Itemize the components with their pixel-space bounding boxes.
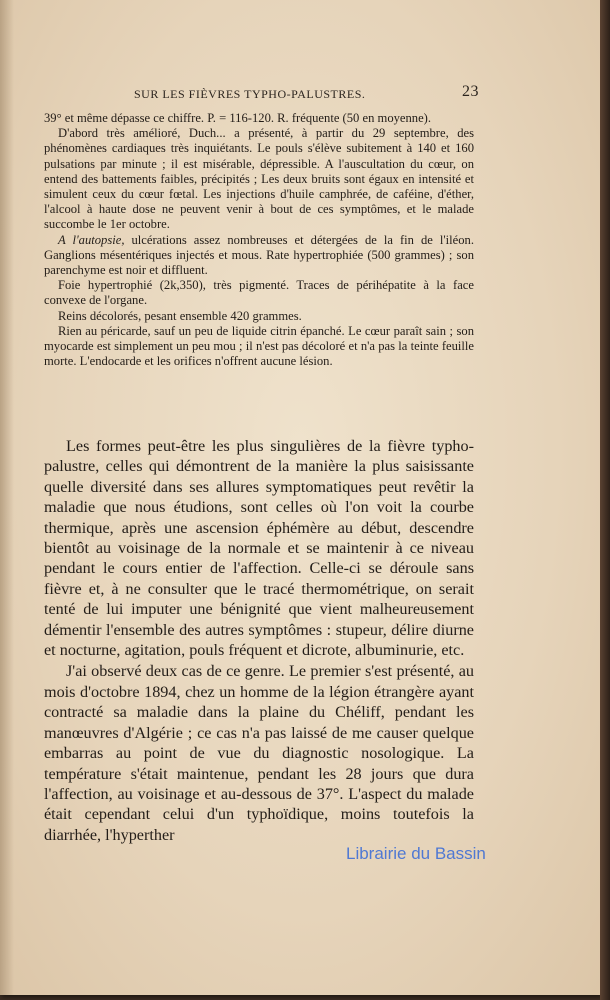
case-notes [44, 111, 474, 369]
paragraph: 39° et même dépasse ce chiffre. P. = 116-120. R. fréquente (50 en moyenne). [44, 111, 432, 125]
running-title: SUR LES FIÈVRES TYPHO-PALUSTRES. [134, 87, 366, 101]
paragraph: Rien au péricarde, sauf un peu de liquide citrin épanché. Le cœur paraît sain ; son myocarde est simplement un peu mou ; il n'est pas décoloré et n'a pas la teinte feuille morte. L'endocarde et les orifices n'offrent aucune lésion. [44, 323, 474, 369]
paragraph-autopsy [44, 233, 474, 279]
page-number: 23 [462, 83, 479, 100]
italic-lead: A l'autopsie, [58, 232, 125, 247]
book-spine [600, 0, 610, 1000]
paragraph-text: ulcérations assez nombreuses et détergées de la fin de l'iléon. Ganglions mésentériques injectés et mous. Rate hypertrophiée (500 grammes) ; son parenchyme est noir et diffluent. [44, 232, 474, 278]
paragraph: Foie hypertrophié (2k,350), très pigmenté. Traces de périhépatite à la face convexe de l'organe. [44, 278, 474, 308]
paragraph: J'ai observé deux cas de ce genre. Le premier s'est présenté, au mois d'octobre 1894, chez un homme de la légion étrangère ayant contracté sa maladie dans la plaine du Chéliff, pendant les manœuvres d'Algérie ; ce cas n'a pas laissé de me causer quelque embarras au point de vue du diagnostic nosologique. La température s'était maintenue, pendant les 28 jours que dura l'affection, au voisinage et au-dessous de 37°. L'aspect du malade était cependant celui d'un typhoïdique, moins toutefois la diarrhée, l'hyperther [44, 662, 474, 844]
paragraph: Reins décolorés, pesant ensemble 420 grammes. [58, 308, 302, 323]
paragraph: D'abord très amélioré, Duch... a présenté, à partir du 29 septembre, des phénomènes cardiaques très inquiétants. Le pouls s'élève subitement à 140 et 160 pulsations par minute ; il est misérable, dépressible. A l'auscultation du cœur, on entend des battements faibles, précipités ; Les deux bruits sont égaux en intensité et simulent ceux du cœur fœtal. Les injections d'huile camphrée, de caféine, d'éther, l'alcool à haute dose ne peuvent venir à bout de ces symptômes, et le malade succombe le 1er octobre. [44, 126, 474, 232]
paragraph: Les formes peut-être les plus singulières de la fièvre typho-palustre, celles qui démontrent de la manière la plus saisissante quelle diversité dans ses allures symptomatiques peut revêtir la maladie que nous étudions, sont celles où l'on voit la courbe thermique, après une ascension éphémère au début, descendre bientôt au voisinage de la normale et se maintenir à ce niveau pendant le cours entier de l'affection. Celle-ci se déroule sans fièvre et, à ne consulter que le tracé thermométrique, on serait tenté de lui imputer une bénignité que vient malheureusement démentir l'ensemble des autres symptômes : stupeur, délire diurne et nocturne, agitation, pouls fréquent et dicrote, albuminurie, etc. [44, 437, 474, 660]
gutter-shadow [0, 0, 14, 995]
watermark: Librairie du Bassin [346, 844, 486, 863]
running-header [134, 83, 479, 103]
main-text [44, 436, 474, 845]
